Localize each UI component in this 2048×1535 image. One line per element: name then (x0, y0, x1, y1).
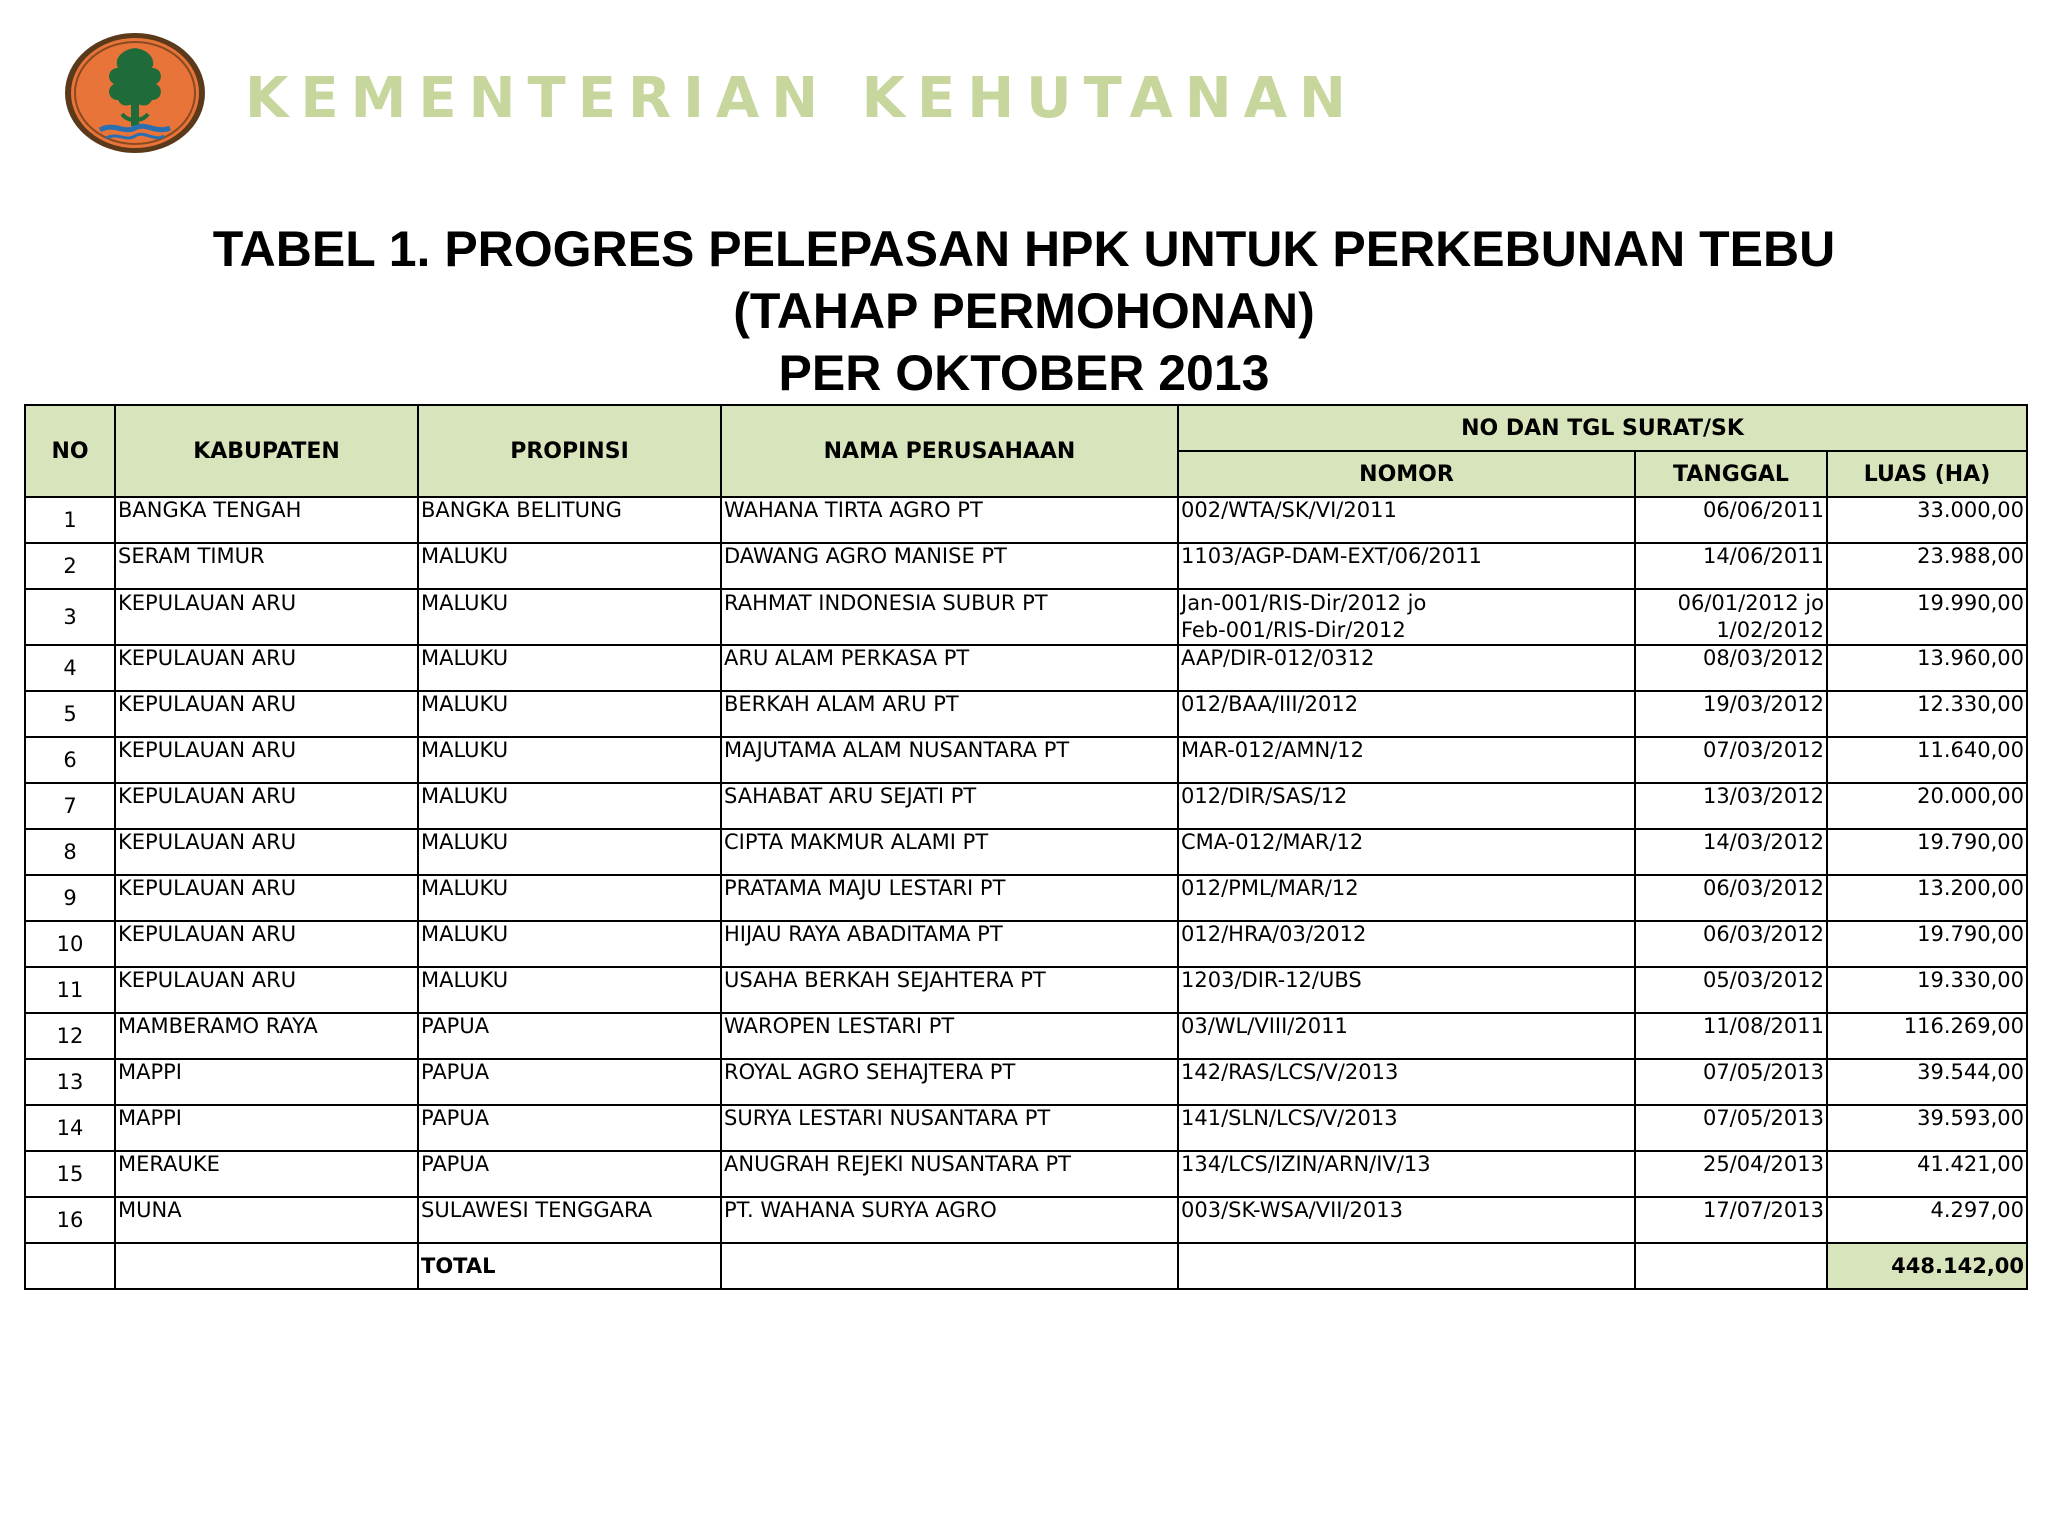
cell-kabupaten: KEPULAUAN ARU (115, 691, 418, 737)
header-propinsi: PROPINSI (418, 405, 721, 497)
cell-no: 1 (25, 497, 115, 543)
title-line-2: (TAHAP PERMOHONAN) (733, 283, 1315, 339)
cell-perusahaan: MAJUTAMA ALAM NUSANTARA PT (721, 737, 1178, 783)
table-row (25, 737, 2027, 783)
cell-perusahaan: USAHA BERKAH SEJAHTERA PT (721, 967, 1178, 1013)
cell-tanggal: 06/03/2012 (1635, 921, 1827, 967)
total-empty-cell (721, 1243, 1178, 1289)
cell-luas: 39.544,00 (1827, 1059, 2027, 1105)
cell-perusahaan: PT. WAHANA SURYA AGRO (721, 1197, 1178, 1243)
total-value: 448.142,00 (1827, 1243, 2027, 1289)
cell-tanggal: 07/03/2012 (1635, 737, 1827, 783)
title-line-1: TABEL 1. PROGRES PELEPASAN HPK UNTUK PERKEBUNAN TEBU (212, 221, 1836, 277)
table-row (25, 1151, 2027, 1197)
cell-propinsi: MALUKU (418, 737, 721, 783)
header-nomor: NOMOR (1178, 451, 1635, 497)
cell-kabupaten: BANGKA TENGAH (115, 497, 418, 543)
cell-nomor: 012/PML/MAR/12 (1178, 875, 1635, 921)
cell-tanggal: 14/03/2012 (1635, 829, 1827, 875)
cell-tanggal: 11/08/2011 (1635, 1013, 1827, 1059)
cell-tanggal: 06/03/2012 (1635, 875, 1827, 921)
cell-perusahaan: SURYA LESTARI NUSANTARA PT (721, 1105, 1178, 1151)
table-row (25, 829, 2027, 875)
total-row (25, 1243, 2027, 1289)
cell-luas: 4.297,00 (1827, 1197, 2027, 1243)
cell-no: 14 (25, 1105, 115, 1151)
cell-tanggal: 05/03/2012 (1635, 967, 1827, 1013)
cell-perusahaan: ROYAL AGRO SEHAJTERA PT (721, 1059, 1178, 1105)
cell-propinsi: MALUKU (418, 543, 721, 589)
table-row (25, 875, 2027, 921)
cell-nomor: 012/HRA/03/2012 (1178, 921, 1635, 967)
header-tanggal: TANGGAL (1635, 451, 1827, 497)
cell-nomor (1178, 589, 1635, 645)
table-row (25, 645, 2027, 691)
cell-nomor: CMA-012/MAR/12 (1178, 829, 1635, 875)
title-line-3: PER OKTOBER 2013 (778, 345, 1270, 401)
cell-luas: 19.990,00 (1827, 589, 2027, 645)
cell-kabupaten: KEPULAUAN ARU (115, 921, 418, 967)
cell-nomor: 134/LCS/IZIN/ARN/IV/13 (1178, 1151, 1635, 1197)
cell-kabupaten: KEPULAUAN ARU (115, 875, 418, 921)
cell-kabupaten: KEPULAUAN ARU (115, 783, 418, 829)
header-group-surat-sk: NO DAN TGL SURAT/SK (1178, 405, 2027, 451)
cell-nomor: MAR-012/AMN/12 (1178, 737, 1635, 783)
table-row (25, 921, 2027, 967)
cell-perusahaan: CIPTA MAKMUR ALAMI PT (721, 829, 1178, 875)
cell-luas: 19.330,00 (1827, 967, 2027, 1013)
cell-luas: 116.269,00 (1827, 1013, 2027, 1059)
cell-kabupaten: MERAUKE (115, 1151, 418, 1197)
cell-no: 13 (25, 1059, 115, 1105)
cell-luas: 41.421,00 (1827, 1151, 2027, 1197)
cell-propinsi: MALUKU (418, 967, 721, 1013)
cell-tanggal: 07/05/2013 (1635, 1059, 1827, 1105)
cell-no: 11 (25, 967, 115, 1013)
cell-no: 12 (25, 1013, 115, 1059)
cell-tanggal: 13/03/2012 (1635, 783, 1827, 829)
table-row (25, 783, 2027, 829)
cell-kabupaten: SERAM TIMUR (115, 543, 418, 589)
cell-no: 9 (25, 875, 115, 921)
cell-tanggal (1635, 589, 1827, 645)
cell-kabupaten: MAPPI (115, 1105, 418, 1151)
total-empty-cell (25, 1243, 115, 1289)
cell-perusahaan: BERKAH ALAM ARU PT (721, 691, 1178, 737)
total-empty-cell (1635, 1243, 1827, 1289)
cell-propinsi: MALUKU (418, 691, 721, 737)
total-empty-cell (115, 1243, 418, 1289)
cell-tanggal: 06/06/2011 (1635, 497, 1827, 543)
cell-propinsi: MALUKU (418, 783, 721, 829)
page-header (0, 0, 2048, 160)
cell-nomor: 1203/DIR-12/UBS (1178, 967, 1635, 1013)
cell-tanggal-line-1: 06/01/2012 jo (1677, 591, 1824, 615)
cell-kabupaten: KEPULAUAN ARU (115, 737, 418, 783)
table-row (25, 1059, 2027, 1105)
cell-nomor: 003/SK-WSA/VII/2013 (1178, 1197, 1635, 1243)
cell-nomor-line-1: Jan-001/RIS-Dir/2012 jo (1181, 591, 1427, 615)
cell-perusahaan: WAROPEN LESTARI PT (721, 1013, 1178, 1059)
cell-propinsi: PAPUA (418, 1151, 721, 1197)
cell-tanggal: 08/03/2012 (1635, 645, 1827, 691)
cell-luas: 20.000,00 (1827, 783, 2027, 829)
cell-perusahaan: ANUGRAH REJEKI NUSANTARA PT (721, 1151, 1178, 1197)
cell-no: 8 (25, 829, 115, 875)
cell-propinsi: MALUKU (418, 921, 721, 967)
cell-luas: 39.593,00 (1827, 1105, 2027, 1151)
cell-nomor: AAP/DIR-012/0312 (1178, 645, 1635, 691)
cell-nomor: 03/WL/VIII/2011 (1178, 1013, 1635, 1059)
cell-luas: 13.200,00 (1827, 875, 2027, 921)
cell-kabupaten: KEPULAUAN ARU (115, 829, 418, 875)
cell-tanggal-line-2: 1/02/2012 (1716, 618, 1824, 642)
cell-nomor: 1103/AGP-DAM-EXT/06/2011 (1178, 543, 1635, 589)
table-row (25, 497, 2027, 543)
header-kabupaten: KABUPATEN (115, 405, 418, 497)
cell-perusahaan: PRATAMA MAJU LESTARI PT (721, 875, 1178, 921)
cell-no: 5 (25, 691, 115, 737)
total-label: TOTAL (418, 1243, 721, 1289)
cell-luas: 12.330,00 (1827, 691, 2027, 737)
header-luas: LUAS (HA) (1827, 451, 2027, 497)
cell-luas: 33.000,00 (1827, 497, 2027, 543)
table-row (25, 691, 2027, 737)
cell-no: 16 (25, 1197, 115, 1243)
cell-luas: 19.790,00 (1827, 829, 2027, 875)
cell-perusahaan: HIJAU RAYA ABADITAMA PT (721, 921, 1178, 967)
total-empty-cell (1178, 1243, 1635, 1289)
cell-nomor: 002/WTA/SK/VI/2011 (1178, 497, 1635, 543)
cell-tanggal: 25/04/2013 (1635, 1151, 1827, 1197)
cell-propinsi: PAPUA (418, 1105, 721, 1151)
cell-no: 7 (25, 783, 115, 829)
cell-kabupaten: MAPPI (115, 1059, 418, 1105)
cell-perusahaan: SAHABAT ARU SEJATI PT (721, 783, 1178, 829)
cell-luas: 23.988,00 (1827, 543, 2027, 589)
document-title (0, 218, 2048, 404)
cell-propinsi: PAPUA (418, 1059, 721, 1105)
cell-kabupaten: KEPULAUAN ARU (115, 967, 418, 1013)
organization-name: KEMENTERIAN KEHUTANAN (245, 66, 1358, 131)
cell-propinsi: MALUKU (418, 829, 721, 875)
cell-no: 3 (25, 589, 115, 645)
cell-nomor: 012/DIR/SAS/12 (1178, 783, 1635, 829)
cell-kabupaten: MAMBERAMO RAYA (115, 1013, 418, 1059)
cell-kabupaten: KEPULAUAN ARU (115, 589, 418, 645)
cell-nomor: 012/BAA/III/2012 (1178, 691, 1635, 737)
cell-propinsi: MALUKU (418, 875, 721, 921)
cell-propinsi: PAPUA (418, 1013, 721, 1059)
cell-kabupaten: KEPULAUAN ARU (115, 645, 418, 691)
table-row (25, 1105, 2027, 1151)
cell-nomor-line-2: Feb-001/RIS-Dir/2012 (1181, 618, 1406, 642)
table-row (25, 1197, 2027, 1243)
cell-tanggal: 14/06/2011 (1635, 543, 1827, 589)
hpk-release-table (24, 404, 2028, 1290)
table-row (25, 543, 2027, 589)
cell-propinsi: BANGKA BELITUNG (418, 497, 721, 543)
cell-no: 2 (25, 543, 115, 589)
cell-perusahaan: DAWANG AGRO MANISE PT (721, 543, 1178, 589)
cell-no: 10 (25, 921, 115, 967)
cell-propinsi: MALUKU (418, 645, 721, 691)
cell-propinsi: SULAWESI TENGGARA (418, 1197, 721, 1243)
cell-perusahaan: RAHMAT INDONESIA SUBUR PT (721, 589, 1178, 645)
cell-tanggal: 07/05/2013 (1635, 1105, 1827, 1151)
cell-no: 6 (25, 737, 115, 783)
table-row (25, 1013, 2027, 1059)
cell-no: 15 (25, 1151, 115, 1197)
cell-nomor: 141/SLN/LCS/V/2013 (1178, 1105, 1635, 1151)
cell-nomor: 142/RAS/LCS/V/2013 (1178, 1059, 1635, 1105)
header-nama-perusahaan: NAMA PERUSAHAAN (721, 405, 1178, 497)
cell-perusahaan: ARU ALAM PERKASA PT (721, 645, 1178, 691)
cell-propinsi: MALUKU (418, 589, 721, 645)
table-row (25, 589, 2027, 645)
table-row (25, 967, 2027, 1013)
cell-no: 4 (25, 645, 115, 691)
cell-tanggal: 17/07/2013 (1635, 1197, 1827, 1243)
cell-perusahaan: WAHANA TIRTA AGRO PT (721, 497, 1178, 543)
cell-luas: 13.960,00 (1827, 645, 2027, 691)
forestry-emblem-icon (62, 30, 208, 156)
header-no: NO (25, 405, 115, 497)
cell-kabupaten: MUNA (115, 1197, 418, 1243)
cell-luas: 11.640,00 (1827, 737, 2027, 783)
cell-luas: 19.790,00 (1827, 921, 2027, 967)
cell-tanggal: 19/03/2012 (1635, 691, 1827, 737)
